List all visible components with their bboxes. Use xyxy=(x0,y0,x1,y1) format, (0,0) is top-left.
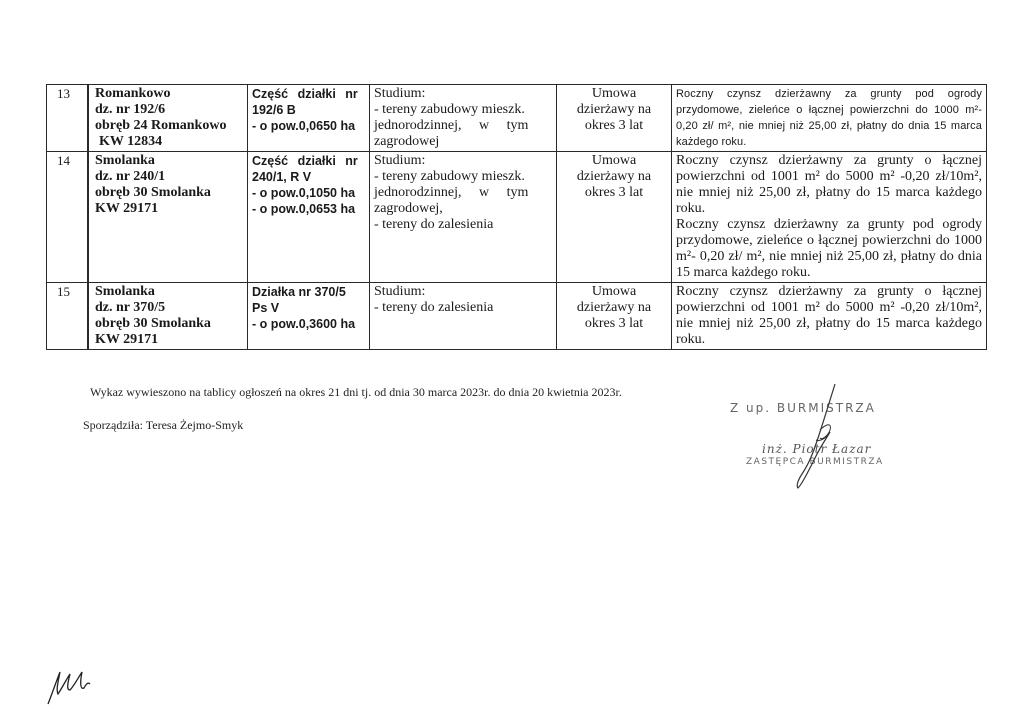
row-number: 15 xyxy=(47,283,89,350)
handwritten-signature xyxy=(780,380,850,492)
contract-line: okres 3 lat xyxy=(584,118,644,133)
contract-line: Umowa xyxy=(591,284,637,299)
study-line: - tereny zabudowy mieszk. xyxy=(374,102,525,117)
table-row xyxy=(47,283,987,350)
rent-cell xyxy=(672,152,987,283)
contract-line: Umowa xyxy=(591,153,637,168)
contract-line: dzierżawy na xyxy=(576,300,652,315)
contract-line: Umowa xyxy=(591,86,637,101)
stamp-role: ZASTĘPCA BURMISTRZA xyxy=(746,457,884,467)
location-line: KW 29171 xyxy=(95,201,159,216)
posting-notice: Wykaz wywieszono na tablicy ogłoszeń na okres 21 dni tj. od dnia 30 marca 2023r. do dnia 20 kwietnia 2023r. xyxy=(90,385,622,399)
contract-line: okres 3 lat xyxy=(584,316,644,331)
location-cell xyxy=(88,152,248,283)
contract-cell xyxy=(557,283,672,350)
property-lease-table xyxy=(46,84,987,350)
location-cell xyxy=(88,85,248,152)
rent-cell: Roczny czynsz dzierżawny za grunty pod ogrody przydomowe, zieleńce o łącznej powierzchni do 1000 m²- 0,20 zł/ m², nie mniej niż 25,00 zł, płatny do dnia 15 marca każdego roku. xyxy=(672,85,987,152)
initials-signature xyxy=(40,660,100,710)
rent-paragraph: Roczny czynsz dzierżawny za grunty o łącznej powierzchni od 1001 m² do 5000 m² -0,20 zł/10m², nie mniej niż 25,00 zł, płatny do 15 marca każdego roku. xyxy=(676,153,982,216)
stamp-name: inż. Piotr Łazar xyxy=(762,442,872,456)
parcel-line: 240/1, R V xyxy=(252,170,312,184)
contract-cell xyxy=(557,152,672,283)
study-cell xyxy=(370,283,557,350)
study-line: - tereny zabudowy mieszk. xyxy=(374,169,525,184)
parcel-line: - o pow.0,0653 ha xyxy=(252,202,356,216)
prepared-by: Sporządziła: Teresa Żejmo-Smyk xyxy=(83,418,244,432)
location-cell xyxy=(88,283,248,350)
study-line: jednorodzinnej, w tym xyxy=(374,118,529,133)
location-line: Romankowo xyxy=(95,86,171,101)
location-line: dz. nr 370/5 xyxy=(95,300,166,315)
parcel-part-cell xyxy=(248,283,370,350)
location-line: dz. nr 192/6 xyxy=(95,102,166,117)
study-cell xyxy=(370,152,557,283)
location-line: obręb 30 Smolanka xyxy=(95,316,211,331)
location-line: dz. nr 240/1 xyxy=(95,169,166,184)
contract-line: okres 3 lat xyxy=(584,185,644,200)
study-line: jednorodzinnej, w tym xyxy=(374,185,529,200)
contract-line: dzierżawy na xyxy=(576,169,652,184)
table-row xyxy=(47,85,987,152)
parcel-line: Działka nr 370/5 xyxy=(252,285,346,299)
stamp-authority: Z up. BURMISTRZA xyxy=(730,401,876,415)
parcel-line: 192/6 B xyxy=(252,103,296,117)
study-line: - tereny do zalesienia xyxy=(374,300,494,315)
parcel-line: - o pow.0,0650 ha xyxy=(252,119,356,133)
location-line: KW 29171 xyxy=(95,332,159,347)
rent-cell: Roczny czynsz dzierżawny za grunty o łącznej powierzchni od 1001 m² do 5000 m² -0,20 zł/10m², nie mniej niż 25,00 zł, płatny do 15 marca każdego roku. xyxy=(672,283,987,350)
location-line: Smolanka xyxy=(95,153,155,168)
study-line: - tereny do zalesienia xyxy=(374,217,494,232)
location-line: obręb 24 Romankowo xyxy=(95,118,227,133)
parcel-line: Ps V xyxy=(252,301,280,315)
study-cell xyxy=(370,85,557,152)
study-line: zagrodowej xyxy=(374,134,440,149)
location-line: obręb 30 Smolanka xyxy=(95,185,211,200)
parcel-line: - o pow.0,1050 ha xyxy=(252,186,356,200)
row-number: 13 xyxy=(47,85,89,152)
study-line: zagrodowej, xyxy=(374,201,443,216)
parcel-line: Część działki nr xyxy=(252,154,358,168)
parcel-part-cell xyxy=(248,85,370,152)
contract-cell xyxy=(557,85,672,152)
parcel-line: - o pow.0,3600 ha xyxy=(252,317,356,331)
location-line: KW 12834 xyxy=(99,134,163,149)
contract-line: dzierżawy na xyxy=(576,102,652,117)
parcel-part-cell xyxy=(248,152,370,283)
parcel-line: Część działki nr xyxy=(252,87,358,101)
location-line: Smolanka xyxy=(95,284,155,299)
rent-paragraph: Roczny czynsz dzierżawny za grunty pod ogrody przydomowe, zieleńce o łącznej powierzchni do 1000 m²- 0,20 zł/ m², nie mniej niż 25,00 zł, płatny do dnia 15 marca każdego roku. xyxy=(676,217,982,280)
row-number: 14 xyxy=(47,152,89,283)
study-line: Studium: xyxy=(374,153,426,168)
study-line: Studium: xyxy=(374,86,426,101)
study-line: Studium: xyxy=(374,284,426,299)
table-row xyxy=(47,152,987,283)
